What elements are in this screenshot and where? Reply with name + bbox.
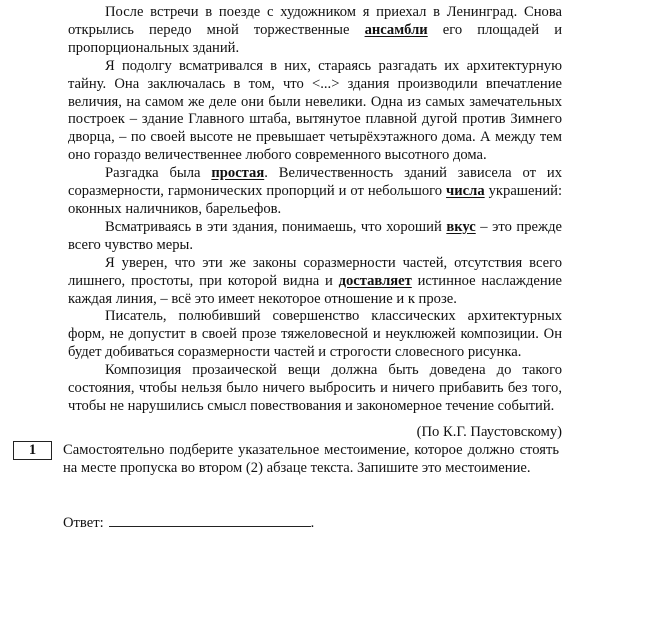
keyword-vkus: вкус bbox=[446, 218, 476, 235]
task-number-box: 1 bbox=[13, 441, 52, 460]
keyword-ansambli: ансамбли bbox=[364, 21, 428, 38]
paragraph-3 bbox=[68, 165, 562, 219]
paragraph-7: Композиция прозаической вещи должна быть доведена до такого состояния, чтобы нельзя было ничего выбросить и ничего прибавить без того, чтобы не нарушились смысл повествования и закономерное течение событий. bbox=[68, 362, 562, 414]
keyword-chisla: числа bbox=[446, 183, 485, 200]
paragraph-5-part-b: истинное наслаждение каждая линия, – всё это имеет некоторое отношение и к прозе. bbox=[68, 272, 563, 307]
paragraph-4-part-b: – это прежде всего чувство меры. bbox=[68, 218, 562, 253]
paragraph-1-part-a: После встречи в поезде с художником я приехал в Ленинград. Снова открылись передо мной торжественные bbox=[68, 4, 562, 38]
paragraph-5-part-a: Я уверен, что эти же законы соразмерности частей, отсутствия всего лишнего, простоты, при которой видна и bbox=[68, 254, 562, 289]
source-attribution: (По К.Г. Паустовскому) bbox=[416, 423, 562, 440]
paragraph-3-part-c: украшений: оконных наличников, барельефов. bbox=[68, 183, 562, 217]
paragraph-5 bbox=[68, 255, 562, 309]
reading-text bbox=[68, 4, 562, 442]
answer-row bbox=[63, 514, 314, 533]
paragraph-3-part-a: Разгадка была bbox=[105, 165, 212, 182]
answer-label: Ответ: bbox=[63, 515, 104, 531]
answer-period: . bbox=[310, 515, 315, 531]
paragraph-6: Писатель, полюбивший совершенство классических архитектурных форм, не допустит в своей прозе тяжеловесной и неуклюжей композиции. Он будет добиваться соразмерности частей и строгости словесного рисунка. bbox=[68, 308, 562, 361]
paragraph-2: Я подолгу всматривался в них, стараясь разгадать их архитектурную тайну. Она заключалась в том, что <...> здания производили впечатление величия, на самом же деле они были невелики. Одна из самых замечательных построек – здание Главного штаба, вытянутое плавной дугой против Зимнего дворца, – по своей высоте не превышает четырёхэтажного дома. А между тем оно гораздо величественнее любого современного высотного дома. bbox=[68, 57, 562, 164]
paragraph-4-part-a: Всматриваясь в эти здания, понимаешь, что хороший bbox=[105, 218, 447, 235]
answer-input-line[interactable] bbox=[109, 514, 311, 527]
paragraph-3-part-b: . Величественность зданий зависела от их соразмерности, гармонических пропорций и от небольшого bbox=[68, 165, 562, 200]
paragraph-4 bbox=[68, 219, 562, 255]
paragraph-1-part-b: его площадей и пропорциональных зданий. bbox=[68, 21, 562, 56]
keyword-dostavlyaet: доставляет bbox=[338, 272, 412, 289]
paragraph-1 bbox=[68, 4, 562, 58]
task-prompt: Самостоятельно подберите указательное местоимение, которое должно стоять на месте пропуска во втором (2) абзаце текста. Запишите это местоимение. bbox=[63, 442, 559, 476]
keyword-prostaya: простая bbox=[211, 165, 265, 182]
